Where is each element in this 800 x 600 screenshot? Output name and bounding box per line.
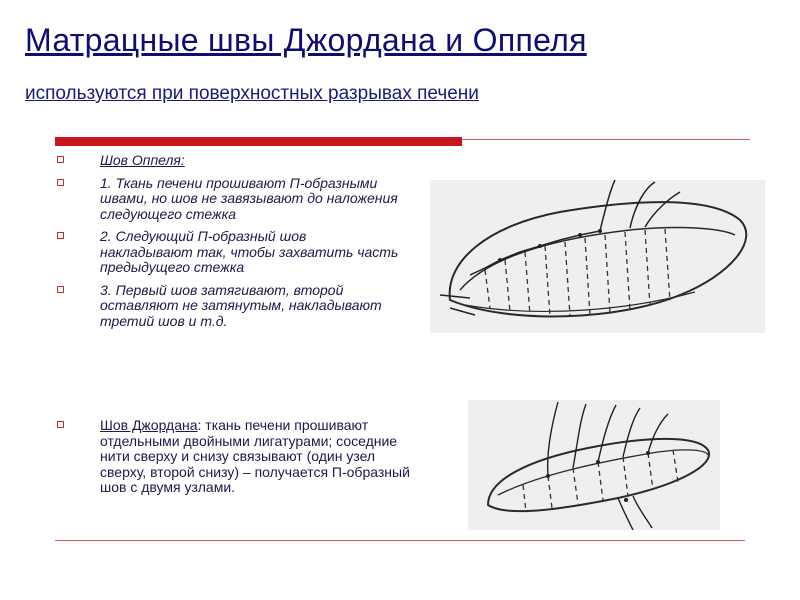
oppel-bullet-list — [55, 153, 400, 336]
page-title: Матрацные швы Джордана и Оппеля — [25, 22, 587, 58]
jordan-description: : ткань печени прошивают отдельными двойными лигатурами; соседние нити сверху и снизу связывают (один узел сверху, второй снизу) – получается П-образный шов с двумя узлами. — [100, 417, 410, 495]
bullet-square-icon — [57, 421, 64, 428]
page-subtitle: используются при поверхностных разрывах печени — [25, 83, 479, 104]
jordan-suture-drawing — [468, 400, 720, 530]
jordan-name: Шов Джордана — [100, 417, 198, 433]
oppel-step-text: 2. Следующий П-образный шов накладывают так, чтобы захватить часть предыдущего стежка — [100, 228, 399, 275]
oppel-step-3 — [55, 283, 400, 330]
bullet-square-icon — [57, 156, 64, 163]
jordan-item — [55, 418, 425, 496]
bullet-square-icon — [57, 286, 64, 293]
bullet-square-icon — [57, 232, 64, 239]
divider-line-bottom — [55, 540, 745, 541]
oppel-step-1 — [55, 176, 400, 223]
divider-line-top — [462, 139, 750, 140]
oppel-step-text: 1. Ткань печени прошивают П-образными швами, но шов не завязывают до наложения следующего стежка — [100, 174, 398, 222]
oppel-suture-drawing — [430, 180, 765, 333]
oppel-heading: Шов Оппеля: — [100, 152, 185, 168]
jordan-suture-illustration — [468, 400, 720, 530]
oppel-step-2 — [55, 229, 400, 276]
jordan-bullet-list — [55, 418, 425, 496]
oppel-suture-illustration — [430, 180, 765, 333]
oppel-step-text: 3. Первый шов затягивают, второй оставляют не затянутым, накладывают третий шов и т.д. — [100, 281, 382, 329]
bullet-square-icon — [57, 179, 64, 186]
accent-bar — [55, 137, 462, 146]
oppel-heading-item — [55, 153, 400, 169]
